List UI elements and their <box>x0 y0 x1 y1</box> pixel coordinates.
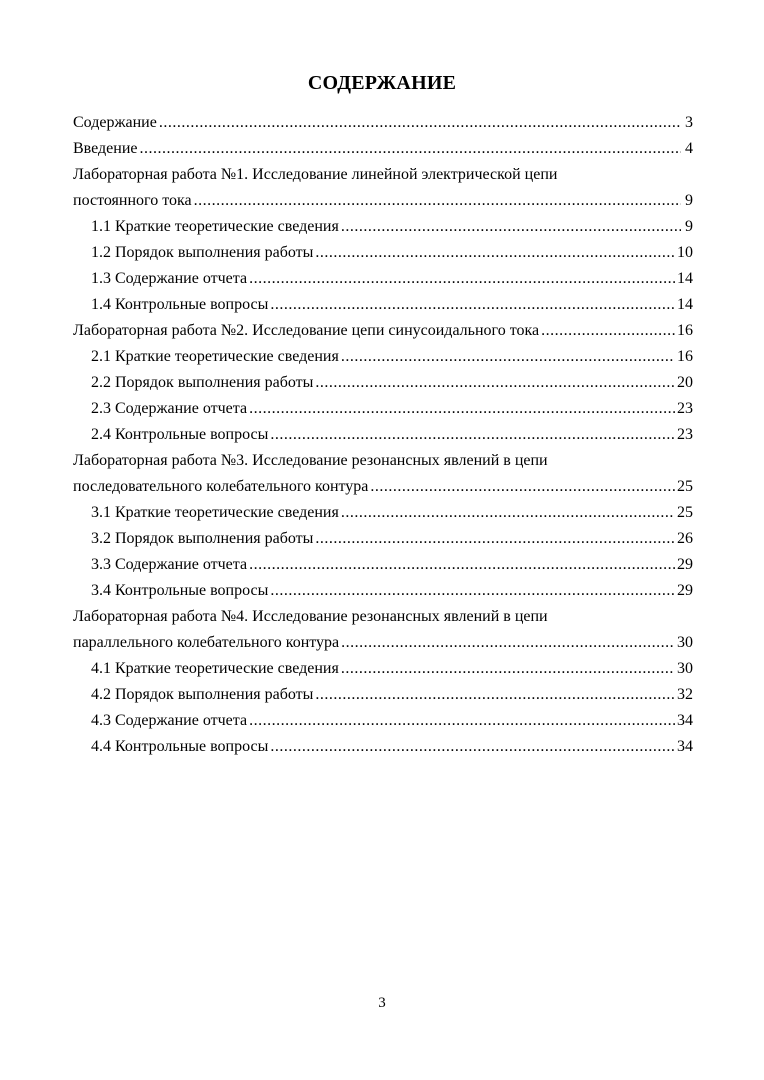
toc-leader-dots <box>270 292 675 318</box>
toc-leader-dots <box>370 474 675 500</box>
toc-page-number: 25 <box>677 504 693 521</box>
toc-leader-dots <box>341 630 675 656</box>
table-of-contents <box>73 110 693 760</box>
toc-entry-label-line1: Лабораторная работа №4. Исследование резонансных явлений в цепи <box>73 608 548 625</box>
toc-entry-2-1[interactable] <box>73 344 693 370</box>
toc-leader-dots <box>140 136 682 162</box>
toc-entry-label-line1: Лабораторная работа №3. Исследование резонансных явлений в цепи <box>73 452 548 469</box>
toc-leader-dots <box>341 214 681 240</box>
toc-entry-3-3[interactable] <box>73 552 693 578</box>
toc-page-number: 34 <box>677 712 693 729</box>
toc-entry-label: 1.4 Контрольные вопросы <box>91 296 269 313</box>
toc-page-number: 30 <box>677 660 693 677</box>
toc-entry-label: 3.4 Контрольные вопросы <box>91 582 269 599</box>
toc-entry-label-line1: Лабораторная работа №1. Исследование линейной электрической цепи <box>73 166 558 183</box>
toc-entry-label: 2.1 Краткие теоретические сведения <box>91 348 339 365</box>
toc-leader-dots <box>249 708 675 734</box>
toc-entry-lab-4[interactable] <box>73 604 693 656</box>
toc-entry-4-2[interactable] <box>73 682 693 708</box>
toc-leader-dots <box>541 318 675 344</box>
toc-leader-dots <box>341 344 675 370</box>
toc-leader-dots <box>341 500 675 526</box>
page-title: СОДЕРЖАНИЕ <box>307 72 457 94</box>
toc-entry-1-4[interactable] <box>73 292 693 318</box>
toc-entry-label: Введение <box>73 140 138 157</box>
toc-entry-label: 2.2 Порядок выполнения работы <box>91 374 314 391</box>
toc-leader-dots <box>315 240 675 266</box>
toc-entry-label: 3.1 Краткие теоретические сведения <box>91 504 339 521</box>
toc-page-number: 9 <box>685 192 693 209</box>
toc-entry-4-4[interactable] <box>73 734 693 760</box>
toc-entry-label: последовательного колебательного контура <box>73 478 369 495</box>
toc-page-number: 29 <box>677 556 693 573</box>
toc-page-number: 20 <box>677 374 693 391</box>
toc-entry-4-1[interactable] <box>73 656 693 682</box>
toc-entry-1-2[interactable] <box>73 240 693 266</box>
toc-page-number: 3 <box>685 114 693 131</box>
footer-page-number: 3 <box>378 995 386 1011</box>
toc-entry-2-3[interactable] <box>73 396 693 422</box>
toc-page-number: 14 <box>677 270 693 287</box>
toc-page-number: 30 <box>677 634 693 651</box>
toc-page-number: 23 <box>677 426 693 443</box>
toc-entry-label: 3.3 Содержание отчета <box>91 556 248 573</box>
toc-entry-3-4[interactable] <box>73 578 693 604</box>
toc-page-number: 16 <box>677 322 693 339</box>
toc-entry-label: Лабораторная работа №2. Исследование цепи синусоидального тока <box>73 322 540 339</box>
toc-leader-dots <box>315 370 675 396</box>
toc-leader-dots <box>270 422 675 448</box>
toc-entry-label: 4.4 Контрольные вопросы <box>91 738 269 755</box>
toc-entry-3-2[interactable] <box>73 526 693 552</box>
toc-leader-dots <box>315 682 675 708</box>
toc-entry-2-2[interactable] <box>73 370 693 396</box>
toc-entry-label: постоянного тока <box>73 192 192 209</box>
toc-leader-dots <box>159 110 681 136</box>
toc-page-number: 32 <box>677 686 693 703</box>
toc-page-number: 23 <box>677 400 693 417</box>
toc-page-number: 34 <box>677 738 693 755</box>
toc-leader-dots <box>270 734 675 760</box>
toc-entry-label: 1.1 Краткие теоретические сведения <box>91 218 339 235</box>
toc-entry-introduction[interactable] <box>73 136 693 162</box>
toc-entry-label: 3.2 Порядок выполнения работы <box>91 530 314 547</box>
toc-entry-label: 2.4 Контрольные вопросы <box>91 426 269 443</box>
toc-entry-lab-1[interactable] <box>73 162 693 214</box>
toc-entry-lab-2[interactable] <box>73 318 693 344</box>
toc-entry-label: 1.3 Содержание отчета <box>91 270 248 287</box>
toc-entry-label: 4.3 Содержание отчета <box>91 712 248 729</box>
toc-entry-4-3[interactable] <box>73 708 693 734</box>
toc-page-number: 16 <box>677 348 693 365</box>
toc-entry-label: 4.1 Краткие теоретические сведения <box>91 660 339 677</box>
toc-leader-dots <box>249 266 675 292</box>
toc-page-number: 25 <box>677 478 693 495</box>
toc-entry-1-3[interactable] <box>73 266 693 292</box>
toc-entry-label: 2.3 Содержание отчета <box>91 400 248 417</box>
toc-page-number: 14 <box>677 296 693 313</box>
toc-entry-lab-3[interactable] <box>73 448 693 500</box>
toc-leader-dots <box>194 188 681 214</box>
toc-entry-label: 4.2 Порядок выполнения работы <box>91 686 314 703</box>
toc-page-number: 26 <box>677 530 693 547</box>
toc-entry-contents[interactable] <box>73 110 693 136</box>
toc-entry-2-4[interactable] <box>73 422 693 448</box>
toc-entry-3-1[interactable] <box>73 500 693 526</box>
toc-leader-dots <box>249 552 675 578</box>
toc-leader-dots <box>315 526 675 552</box>
toc-page-number: 29 <box>677 582 693 599</box>
toc-entry-label: Содержание <box>73 114 157 131</box>
toc-leader-dots <box>341 656 675 682</box>
toc-entry-label: параллельного колебательного контура <box>73 634 340 651</box>
toc-page-number: 9 <box>685 218 693 235</box>
toc-entry-1-1[interactable] <box>73 214 693 240</box>
toc-entry-label: 1.2 Порядок выполнения работы <box>91 244 314 261</box>
toc-leader-dots <box>270 578 675 604</box>
toc-page-number: 4 <box>685 140 693 157</box>
toc-page-number: 10 <box>677 244 693 261</box>
toc-leader-dots <box>249 396 675 422</box>
